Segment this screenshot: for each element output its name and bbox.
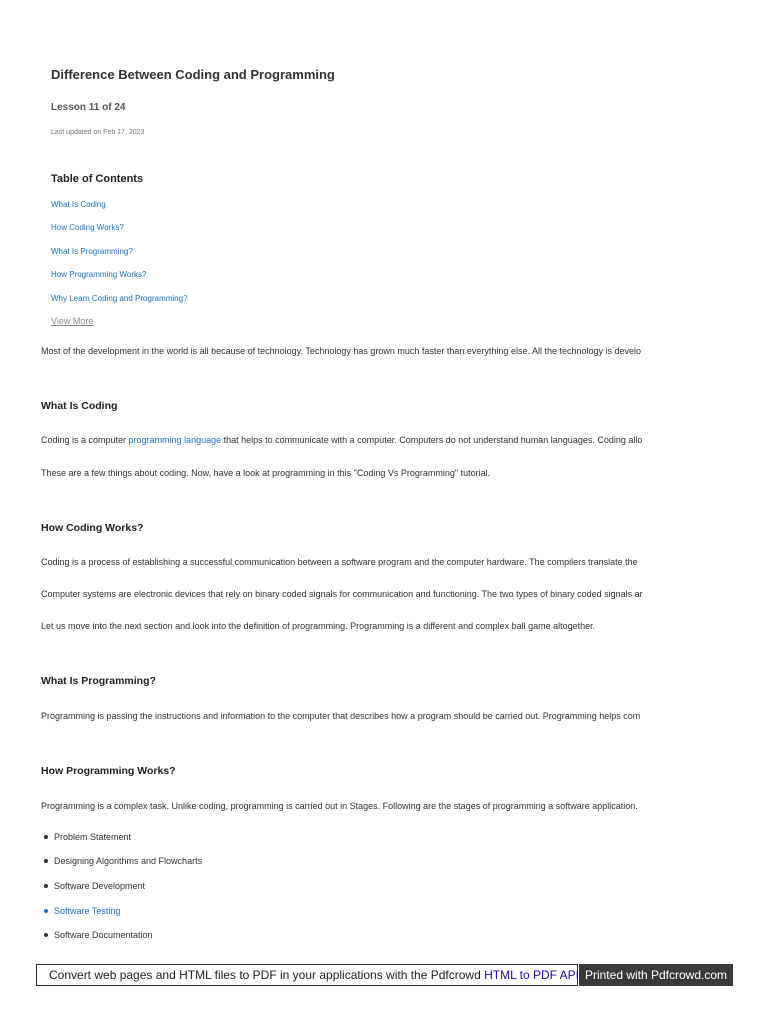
list-item	[44, 881, 145, 891]
toc-link-what-is-coding[interactable]: What Is Coding	[51, 200, 106, 209]
programming-language-link[interactable]: programming language	[128, 435, 222, 445]
stage-label: Software Development	[54, 881, 146, 891]
view-more-link[interactable]: View More	[51, 316, 94, 326]
coding-works-paragraph-2: Computer systems are electronic devices that rely on binary coded signals for communication and functioning. The two types of binary coded signals ar	[41, 589, 643, 599]
stage-label: Problem Statement	[54, 832, 132, 842]
toc-link-what-is-programming[interactable]: What Is Programming?	[51, 247, 133, 256]
banner-text: Convert web pages and HTML files to PDF in your applications with the Pdfcrowd	[49, 968, 485, 982]
page-title: Difference Between Coding and Programming	[51, 67, 335, 82]
coding-text-after-link: that helps to communicate with a computer. Computers do not understand human languages. Coding allo	[221, 435, 643, 445]
bullet-icon	[44, 835, 48, 839]
coding-text-before-link: Coding is a computer	[41, 435, 129, 445]
printed-with-pdfcrowd-button[interactable]: Printed with Pdfcrowd.com	[579, 964, 733, 986]
coding-works-paragraph-3: Let us move into the next section and look into the definition of programming. Programming is a different and complex ball game altogether.	[41, 621, 596, 631]
heading-what-is-programming: What Is Programming?	[41, 675, 156, 687]
toc-link-how-programming-works[interactable]: How Programming Works?	[51, 270, 147, 279]
bullet-icon	[44, 909, 48, 913]
toc-heading: Table of Contents	[51, 173, 144, 185]
last-updated-date: Last updated on Feb 17, 2023	[51, 129, 145, 136]
toc-link-why-learn[interactable]: Why Learn Coding and Programming?	[51, 294, 188, 303]
list-item	[44, 832, 131, 842]
html-to-pdf-api-link[interactable]: HTML to PDF API	[484, 968, 580, 982]
toc-link-how-coding-works[interactable]: How Coding Works?	[51, 223, 124, 232]
bullet-icon	[44, 884, 48, 888]
pdfcrowd-banner	[36, 964, 578, 986]
programming-paragraph-1: Programming is passing the instructions and information to the computer that describes how a program should be carried out. Programming helps com	[41, 711, 641, 721]
heading-what-is-coding: What Is Coding	[41, 400, 118, 412]
heading-how-coding-works: How Coding Works?	[41, 522, 144, 534]
list-item	[44, 856, 202, 866]
software-testing-link[interactable]: Software Testing	[54, 906, 121, 916]
programming-works-paragraph-1: Programming is a complex task. Unlike coding, programming is carried out in Stages. Following are the stages of programming a software application.	[41, 801, 638, 811]
lesson-counter: Lesson 11 of 24	[51, 102, 126, 113]
heading-how-programming-works: How Programming Works?	[41, 765, 176, 777]
coding-paragraph-2: These are a few things about coding. Now, have a look at programming in this "Coding Vs Programming" tutorial.	[41, 468, 491, 478]
intro-paragraph: Most of the development in the world is all because of technology. Technology has grown much faster than everything else. All the technology is develo	[41, 346, 642, 356]
stage-label: Designing Algorithms and Flowcharts	[54, 856, 203, 866]
bullet-icon	[44, 859, 48, 863]
list-item	[44, 906, 120, 916]
coding-works-paragraph-1: Coding is a process of establishing a successful communication between a software program and the computer hardware. The compilers translate the	[41, 557, 638, 567]
coding-paragraph-1	[41, 435, 733, 445]
list-item	[44, 930, 153, 940]
bullet-icon	[44, 933, 48, 937]
stage-label: Software Documentation	[54, 930, 153, 940]
